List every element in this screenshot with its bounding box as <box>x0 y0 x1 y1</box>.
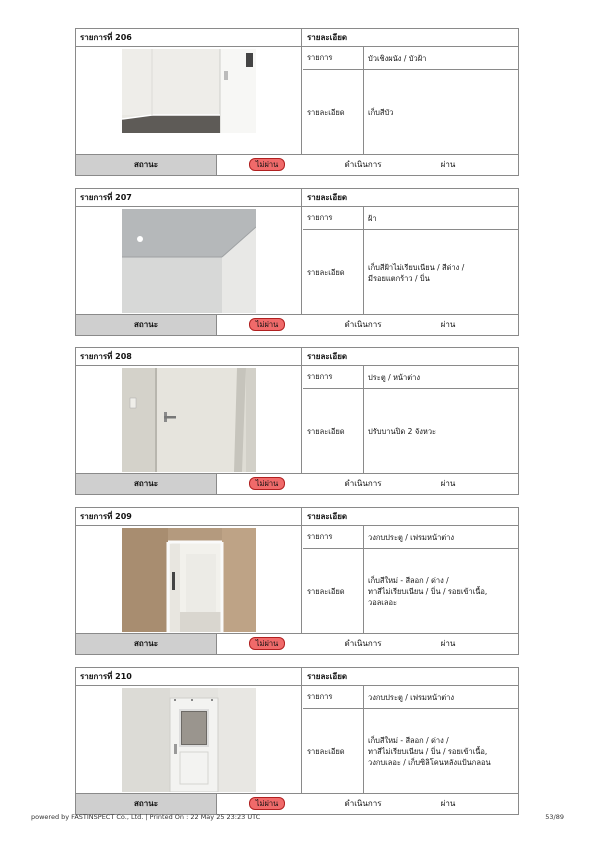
item-detail: เก็บสีฝ้าไม่เรียบเนียน / สีด่าง / มีรอยแตกร้าว / บิ่น <box>368 262 465 283</box>
detail-row <box>303 230 518 315</box>
status-pass[interactable]: ผ่าน <box>440 639 456 648</box>
detail-label: รายละเอียด <box>303 70 364 155</box>
photo-cell <box>76 526 302 634</box>
item-detail: เก็บสีใหม่ - สีลอก / ด่าง / ทาสีไม่เรียบเนียน / บิ่น / รอยเข้าเนื้อ, วงกบเลอะ / เก็บซิลิโคนหลังแป้นกลอน <box>368 736 491 767</box>
item-label: รายการ <box>303 526 364 548</box>
item-category: บัวเชิงผนัง / บัวฝ้า <box>368 53 427 63</box>
card-header <box>76 348 518 366</box>
item-label: รายการ <box>303 207 364 229</box>
item-title: รายการที่ 210 <box>76 668 302 685</box>
detail-header: รายละเอียด <box>307 352 348 361</box>
item-detail: ปรับบานปิด 2 จังหวะ <box>368 427 437 436</box>
detail-header: รายละเอียด <box>307 193 348 202</box>
detail-header: รายละเอียด <box>307 33 348 42</box>
inspection-card-206 <box>75 28 519 176</box>
detail-header: รายละเอียด <box>307 512 348 521</box>
status-in-progress[interactable]: ดำเนินการ <box>344 639 382 648</box>
detail-label: รายละเอียด <box>303 549 364 634</box>
status-label: สถานะ <box>76 794 217 814</box>
card-header <box>76 29 518 47</box>
status-row <box>76 793 518 814</box>
status-label: สถานะ <box>76 634 217 654</box>
status-in-progress[interactable]: ดำเนินการ <box>344 320 382 329</box>
status-fail-badge[interactable]: ไม่ผ่าน <box>249 477 285 490</box>
footer-text: powered by FASTINSPECT Co., Ltd. | Printed On : 22 May 25 23:23 UTC <box>31 813 261 821</box>
detail-label: รายละเอียด <box>303 709 364 794</box>
inspection-photo[interactable] <box>122 688 256 792</box>
photo-cell <box>76 686 302 794</box>
detail-label: รายละเอียด <box>303 230 364 315</box>
status-label: สถานะ <box>76 155 217 175</box>
item-title: รายการที่ 207 <box>76 189 302 206</box>
card-header <box>76 508 518 526</box>
detail-row <box>303 549 518 634</box>
status-fail-badge[interactable]: ไม่ผ่าน <box>249 637 285 650</box>
detail-row <box>303 709 518 794</box>
inspection-card-209 <box>75 507 519 655</box>
status-pass[interactable]: ผ่าน <box>440 799 456 808</box>
photo-cell <box>76 366 302 474</box>
status-in-progress[interactable]: ดำเนินการ <box>344 160 382 169</box>
status-label: สถานะ <box>76 315 217 335</box>
detail-row <box>303 389 518 474</box>
item-row <box>303 526 518 549</box>
card-header <box>76 668 518 686</box>
item-category: ประตู / หน้าต่าง <box>368 372 421 382</box>
item-row <box>303 686 518 709</box>
status-in-progress[interactable]: ดำเนินการ <box>344 479 382 488</box>
status-in-progress[interactable]: ดำเนินการ <box>344 799 382 808</box>
item-category: ฝ้า <box>368 213 377 223</box>
item-title: รายการที่ 208 <box>76 348 302 365</box>
page-number: 53/89 <box>545 813 564 821</box>
detail-row <box>303 70 518 155</box>
inspection-card-210 <box>75 667 519 815</box>
item-row <box>303 47 518 70</box>
status-pass[interactable]: ผ่าน <box>440 479 456 488</box>
item-category: วงกบประตู / เฟรมหน้าต่าง <box>368 692 455 702</box>
item-label: รายการ <box>303 47 364 69</box>
detail-header: รายละเอียด <box>307 672 348 681</box>
item-title: รายการที่ 209 <box>76 508 302 525</box>
inspection-photo[interactable] <box>122 528 256 632</box>
status-fail-badge[interactable]: ไม่ผ่าน <box>249 158 285 171</box>
item-label: รายการ <box>303 686 364 708</box>
photo-cell <box>76 207 302 315</box>
inspection-card-208 <box>75 347 519 495</box>
inspection-photo[interactable] <box>122 368 256 472</box>
item-detail: เก็บสีบัว <box>368 108 394 117</box>
inspection-photo[interactable] <box>122 209 256 313</box>
status-pass[interactable]: ผ่าน <box>440 160 456 169</box>
status-fail-badge[interactable]: ไม่ผ่าน <box>249 797 285 810</box>
status-row <box>76 633 518 654</box>
status-row <box>76 473 518 494</box>
status-label: สถานะ <box>76 474 217 494</box>
status-row <box>76 314 518 335</box>
status-fail-badge[interactable]: ไม่ผ่าน <box>249 318 285 331</box>
item-category: วงกบประตู / เฟรมหน้าต่าง <box>368 532 455 542</box>
item-detail: เก็บสีใหม่ - สีลอก / ด่าง / ทาสีไม่เรียบเนียน / บิ่น / รอยเข้าเนื้อ, วอลเลอะ <box>368 576 488 607</box>
status-pass[interactable]: ผ่าน <box>440 320 456 329</box>
item-row <box>303 366 518 389</box>
detail-label: รายละเอียด <box>303 389 364 474</box>
item-title: รายการที่ 206 <box>76 29 302 46</box>
item-row <box>303 207 518 230</box>
status-row <box>76 154 518 175</box>
item-label: รายการ <box>303 366 364 388</box>
card-header <box>76 189 518 207</box>
inspection-photo[interactable] <box>122 49 256 133</box>
inspection-card-207 <box>75 188 519 336</box>
photo-cell <box>76 47 302 155</box>
